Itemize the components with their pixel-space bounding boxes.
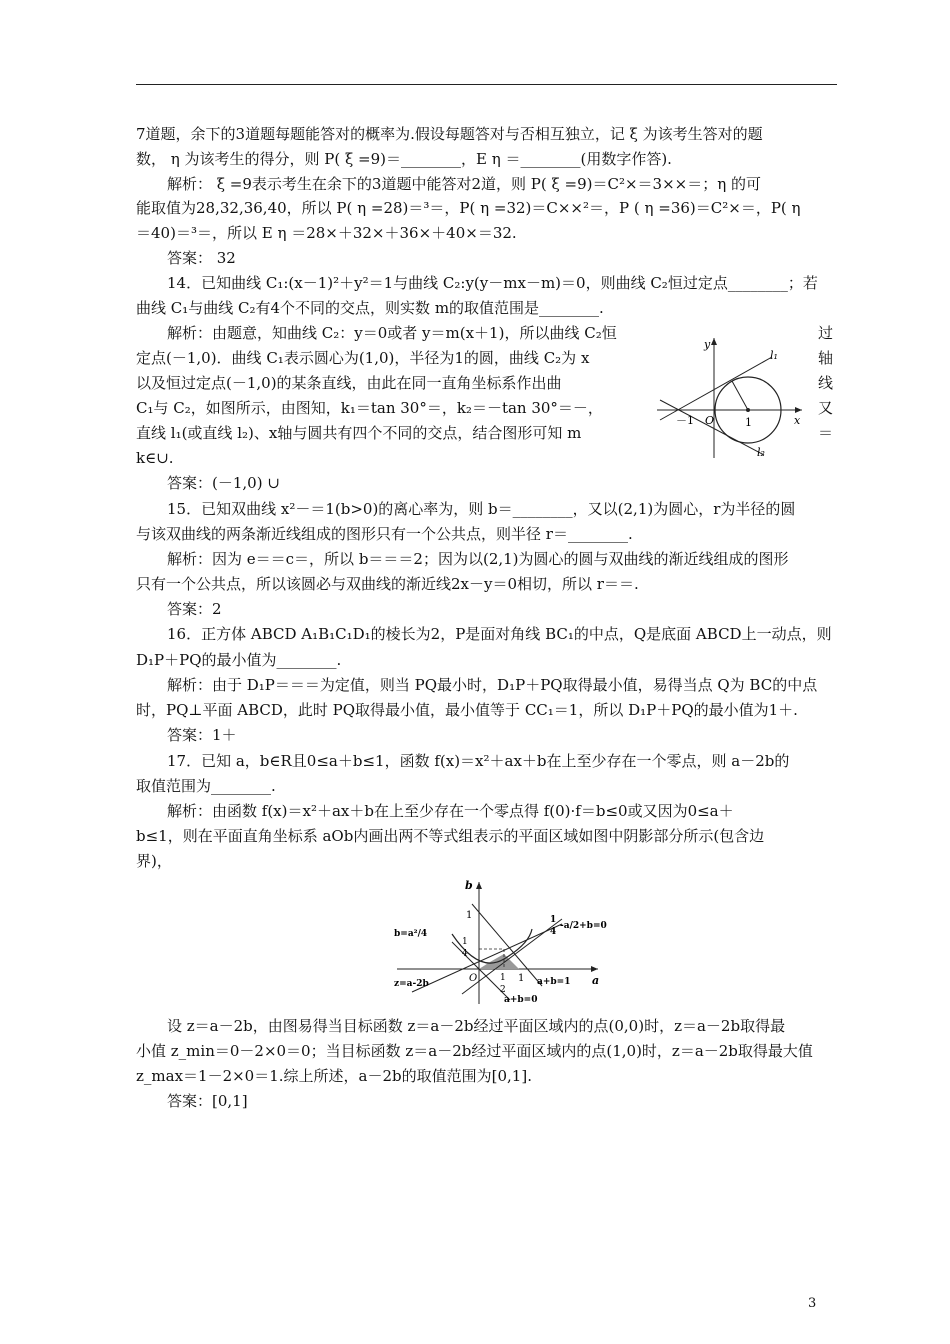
text-line: b≤1，则在平面直角坐标系 aOb内画出两不等式组表示的平面区域如图中阴影部分所示(包含边 [136, 827, 765, 845]
b-one-label: 1 [466, 910, 473, 921]
y-arrow [711, 338, 717, 345]
text-line: 直线 l₁(或直线 l₂)、x轴与圆共有四个不同的交点，结合图形可知 m [136, 424, 582, 442]
side-char: 过 [818, 324, 834, 342]
tangent-den: 4 [550, 927, 557, 937]
sum0-label: a+b=0 [504, 995, 538, 1005]
side-char: 又 [818, 399, 834, 417]
y-label: y [704, 338, 711, 351]
line-a-plus-b-1 [472, 904, 542, 986]
a-arrow [591, 966, 598, 972]
origin-label: O [469, 973, 478, 984]
text-line: 7道题，余下的3道题每题能答对的概率为.假设每题答对与否相互独立，记 ξ 为该考生答对的题 [136, 125, 763, 143]
text-line: 与该双曲线的两条渐近线组成的图形只有一个公共点，则半径 r＝________. [136, 525, 633, 543]
side-char: 轴 [818, 349, 834, 367]
text-line: 界)， [136, 852, 172, 870]
question-line: 17．已知 a，b∈R且0≤a＋b≤1，函数 f(x)＝x²＋ax＋b在上至少存在一个零点，则 a－2b的 [167, 752, 790, 770]
text-line: 数， η 为该考生的得分，则 P( ξ =9)＝________，E η ＝________(用数字作答). [136, 150, 672, 168]
text-line: ＝40)＝³＝，所以 E η ＝28×＋32×＋36×＋40×＝32. [136, 224, 517, 242]
question-line: 16．正方体 ABCD A₁B₁C₁D₁的棱长为2，P是面对角线 BC₁的中点，Q是底面 ABCD上一动点，则 [167, 625, 832, 643]
radius-line [732, 381, 748, 410]
a-one-label: 1 [518, 973, 525, 984]
question-line: 15．已知双曲线 x²－＝1(b>0)的离心率为，则 b＝________，又以(2,1)为圆心，r为半径的圆 [167, 500, 796, 518]
l2-label: l₂ [757, 446, 765, 459]
question-line: 14．已知曲线 C₁:(x－1)²＋y²＝1与曲线 C₂:y(y－mx－m)＝0，则曲线 C₂恒过定点________；若 [167, 274, 818, 292]
text-line: 定点(－1,0)．曲线 C₁表示圆心为(1,0)，半径为1的圆，曲线 C₂为 x [136, 349, 590, 367]
text-line: k∈∪. [136, 449, 174, 467]
parabola-label: b=a²/4 [394, 929, 428, 939]
one-label: 1 [745, 416, 752, 429]
text-line: 只有一个公共点，所以该圆必与双曲线的渐近线2x－y＝0相切，所以 r＝＝. [136, 575, 639, 593]
side-char: ＝ [818, 424, 834, 442]
text-line: 设 z＝a－2b，由图易得当目标函数 z＝a－2b经过平面区域内的点(0,0)时，z＝a－2b取得最 [167, 1017, 786, 1035]
text-line: 解析：由于 D₁P＝＝＝为定值，则当 PQ最小时，D₁P＋PQ取得最小值，易得当点 Q为 BC的中点 [167, 676, 818, 694]
answer-line: 答案：2 [167, 600, 222, 618]
text-line: 解析：由题意，知曲线 C₂：y＝0或者 y＝m(x＋1)，所以曲线 C₂恒 [167, 324, 617, 342]
circle-lines-figure [652, 330, 812, 460]
quarter-num: 1 [462, 937, 468, 947]
origin-label: O [705, 414, 715, 427]
text-line: 解析：因为 e＝＝c＝，所以 b＝＝＝2；因为以(2,1)为圆心的圆与双曲线的渐近线组成的图形 [167, 550, 789, 568]
x-arrow [795, 407, 802, 413]
header-rule [136, 84, 837, 85]
neg1-label: －1 [676, 414, 694, 427]
text-line: 小值 z_min＝0－2×0＝0；当目标函数 z＝a－2b经过平面区域内的点(1,0)时，z＝a－2b取得最大值 [136, 1042, 813, 1060]
region-figure [392, 874, 622, 1006]
b-label: b [465, 879, 473, 892]
half-den: 2 [500, 985, 506, 995]
x-label: x [794, 414, 801, 427]
b-arrow [476, 882, 482, 889]
answer-line: 答案： 32 [167, 249, 236, 267]
half-num: 1 [500, 973, 506, 983]
text-line: 解析：由函数 f(x)＝x²＋ax＋b在上至少存在一个零点得 f(0)·f＝b≤0或又因为0≤a＋ [167, 802, 734, 820]
text-line: 能取值为28,32,36,40，所以 P( η =28)＝³＝，P( η =32)＝C××²＝，P ( η =36)＝C²×＝，P( η [136, 199, 801, 217]
text-line: 时，PQ⊥平面 ABCD，此时 PQ取得最小值，最小值等于 CC₁＝1，所以 D₁P＋PQ的最小值为1＋. [136, 701, 798, 719]
center-dot [746, 408, 750, 412]
quarter-den: 4 [462, 949, 468, 959]
sum1-label: a+b=1 [537, 977, 571, 987]
text-line: 解析： ξ =9表示考生在余下的3道题中能答对2道，则 P( ξ =9)＝C²×＝3××＝；η 的可 [167, 175, 761, 193]
text-line: 取值范围为________. [136, 777, 276, 795]
answer-line: 答案：[0,1] [167, 1092, 248, 1110]
text-line: C₁与 C₂，如图所示，由图知，k₁＝tan 30°＝，k₂＝－tan 30°＝－， [136, 399, 603, 417]
text-line: D₁P＋PQ的最小值为________. [136, 651, 342, 669]
answer-line: 答案：1＋ [167, 726, 237, 744]
text-line: 以及恒过定点(－1,0)的某条直线，由此在同一直角坐标系作出曲 [136, 374, 562, 392]
a-label: a [592, 974, 600, 987]
tangent-label: -a/2+b=0 [560, 921, 607, 931]
z-label: z=a-2b [394, 979, 429, 989]
tangent-num: 1 [550, 915, 557, 925]
side-char: 线 [818, 374, 834, 392]
text-line: 曲线 C₁与曲线 C₂有4个不同的交点，则实数 m的取值范围是________. [136, 299, 604, 317]
page-number: 3 [808, 1296, 817, 1311]
text-line: z_max＝1－2×0＝1.综上所述，a－2b的取值范围为[0,1]. [136, 1067, 532, 1085]
answer-line: 答案：(－1,0) ∪ [167, 474, 280, 492]
line-l1 [660, 357, 772, 420]
l1-label: l₁ [770, 349, 778, 362]
